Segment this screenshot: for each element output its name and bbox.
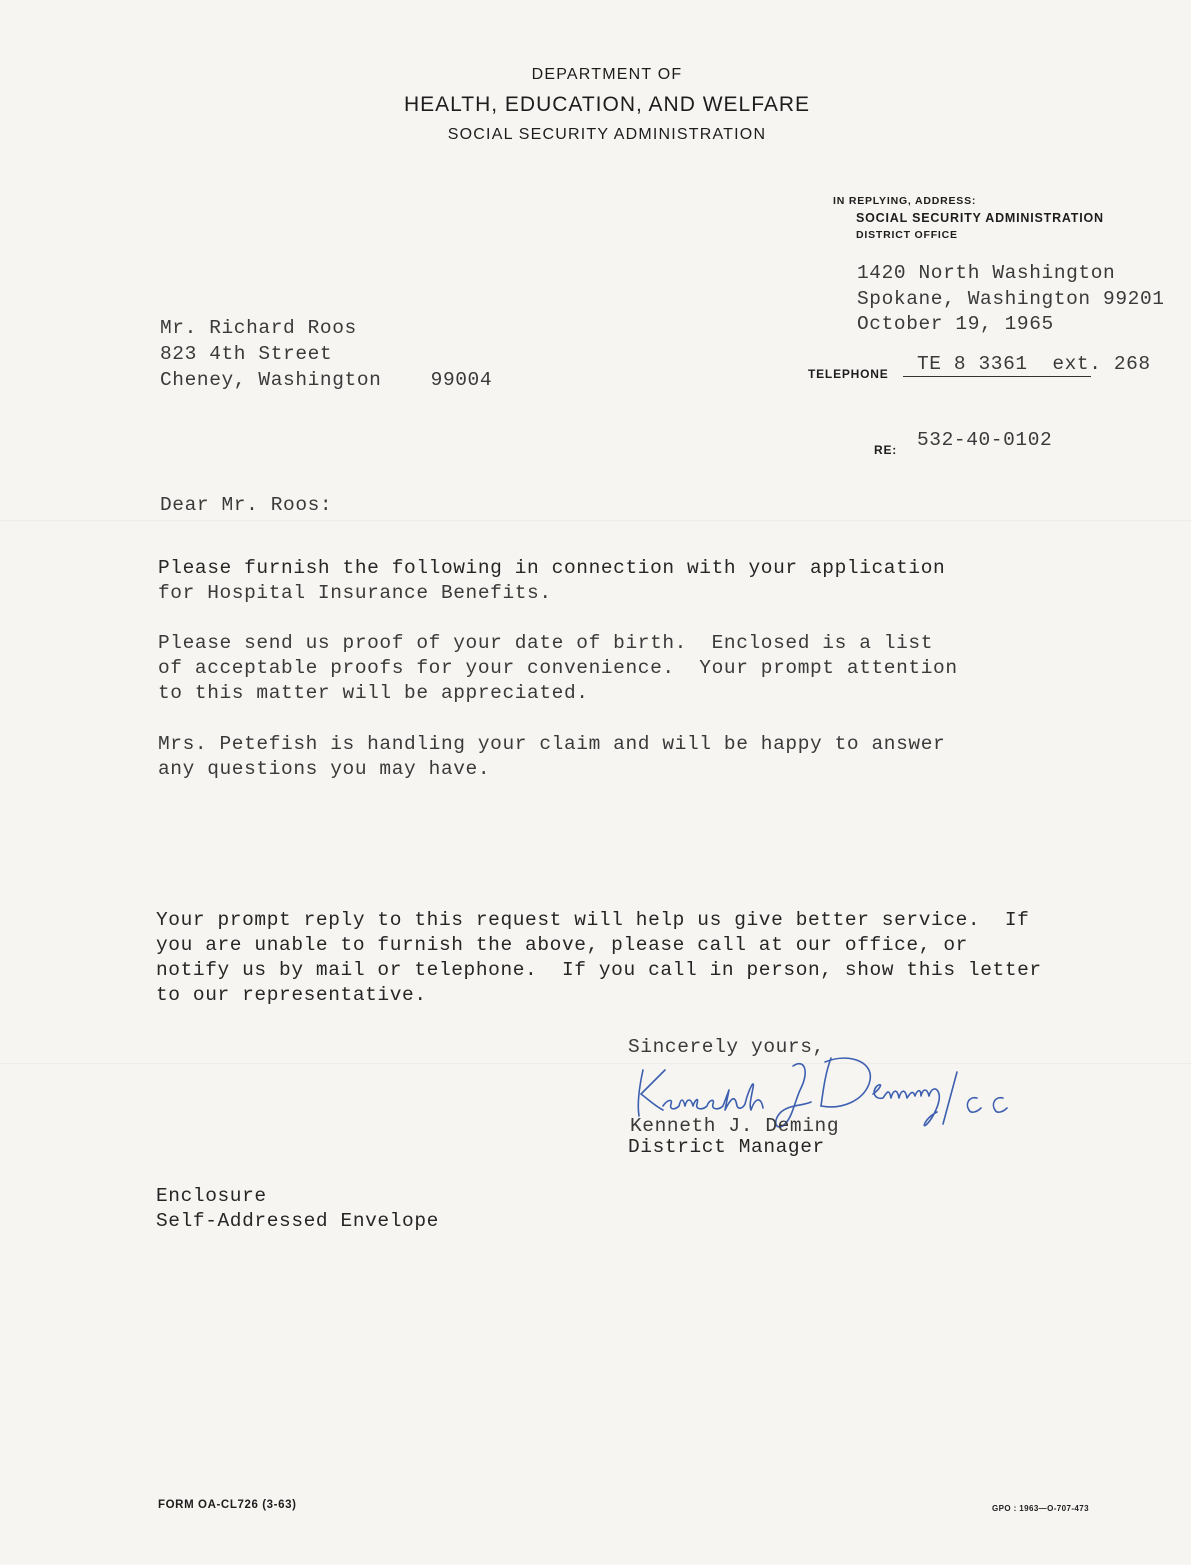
form-number: FORM OA-CL726 (3-63) [158,1499,297,1511]
telephone-label: TELEPHONE [808,367,889,381]
body-line: to this matter will be appreciated. [158,682,589,704]
reference-label: RE: [874,443,898,457]
letter-date: October 19, 1965 [857,313,1054,335]
body-line: Your prompt reply to this request will help us give better service. If [156,909,1030,931]
sender-street: 1420 North Washington [857,262,1116,284]
body-line: Please furnish the following in connection with your application [158,557,946,579]
telephone-value: TE 8 3361 ext. 268 [917,353,1151,375]
signer-name: Kenneth J. Deming [630,1115,840,1137]
paper-fold [0,520,1191,522]
gpo-code: GPO : 1963—O-707-473 [992,1504,1089,1513]
telephone-underline [903,376,1091,377]
body-line: to our representative. [156,984,427,1006]
reply-office: DISTRICT OFFICE [856,229,958,241]
reply-org: SOCIAL SECURITY ADMINISTRATION [856,211,1104,225]
body-line: Mrs. Petefish is handling your claim and will be happy to answer [158,733,946,755]
reference-value: 532-40-0102 [917,429,1053,451]
body-line: for Hospital Insurance Benefits. [158,582,552,604]
enclosure-item: Enclosure [156,1185,267,1207]
enclosure-item: Self-Addressed Envelope [156,1210,439,1232]
body-line: Please send us proof of your date of birth. Enclosed is a list [158,632,934,654]
body-line: you are unable to furnish the above, please call at our office, or [156,934,968,956]
letterhead-department: DEPARTMENT OF [531,66,683,83]
salutation: Dear Mr. Roos: [160,494,333,516]
letterhead-agency: HEALTH, EDUCATION, AND WELFARE [403,93,811,116]
body-line: any questions you may have. [158,758,491,780]
recipient-city: Cheney, Washington 99004 [160,369,493,391]
body-line: notify us by mail or telephone. If you call in person, show this letter [156,959,1042,981]
recipient-street: 823 4th Street [160,343,333,365]
complimentary-close: Sincerely yours, [628,1036,825,1058]
letterhead-administration: SOCIAL SECURITY ADMINISTRATION [447,126,767,143]
reply-label: IN REPLYING, ADDRESS: [833,195,977,207]
body-line: of acceptable proofs for your convenience. Your prompt attention [158,657,958,679]
signer-title: District Manager [628,1136,825,1158]
recipient-name: Mr. Richard Roos [160,317,357,339]
sender-city: Spokane, Washington 99201 [857,288,1165,310]
